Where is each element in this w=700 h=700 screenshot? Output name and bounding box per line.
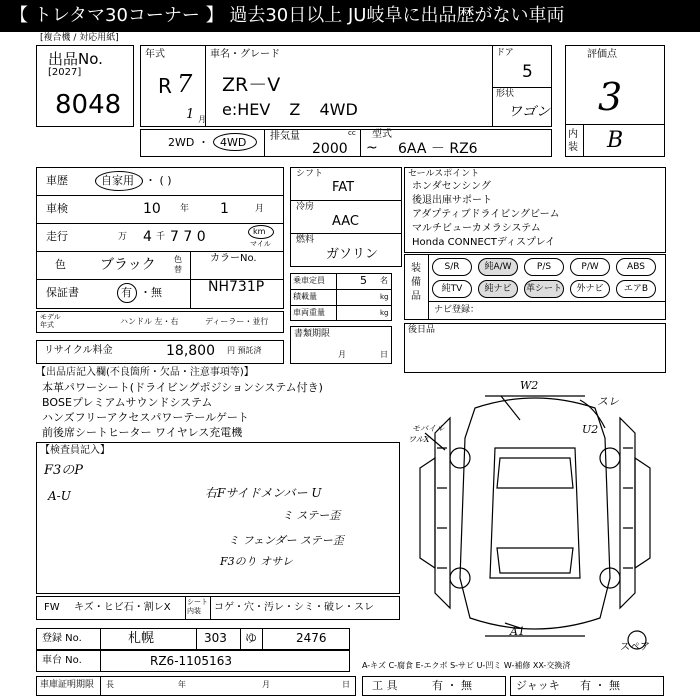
reg-cert-cell: 月 [262,680,270,689]
diagram-spare: スペア [620,642,650,653]
tools-label: 工 具 [372,679,398,692]
navi-register-label: ナビ登録： [434,305,480,315]
mileage-digits: 7 7 0 [170,229,206,245]
diagram-a1: A1 [510,625,525,638]
capacity-label: 乗車定員 [293,276,325,285]
sales-points-label: セールスポイント [408,169,480,179]
recycle-label: リサイクル料金 [44,345,113,356]
chassis-value: RZ6-1105163 [150,654,232,668]
doc-period-label: 書類期限 [294,329,331,339]
inspector-label: 【検査員記入】 [40,445,110,456]
sales-point-item: Honda CONNECTディスプレイ [412,237,556,248]
model-change-dealer: ディーラー・並行 [205,317,269,326]
history-label: 車歴 [46,174,68,187]
drive-dot: ・ [198,136,209,149]
displacement-unit: cc [348,129,356,137]
year-label: 年式 [145,49,165,60]
registration-city: 札幌 [128,631,155,646]
vehicle-grade: e:HEV Z 4WD [222,100,358,119]
inspector-line: 右Fサイドメンバー U [205,486,322,500]
sales-point-item: アダプティブドライビングビーム [412,209,560,220]
mileage-man: 万 [118,232,128,242]
interior-label: 内装 [568,129,578,153]
diagram-mobile: モバイル [412,424,444,433]
shift-value: FAT [332,180,355,195]
weight-label: 車両重量 [293,308,325,317]
reg-cert-label: 車庫証明期限 [40,680,95,690]
equipment-label: 装備品 [411,263,421,302]
shift-label: シフト [296,169,324,179]
body-shape-label: 形状 [496,89,515,99]
drive-4wd: 4WD [220,136,247,149]
jack-label: ジャッキ [516,679,560,692]
model-code-label: 型式 [372,129,392,140]
recycle-unit: 円 預託済 [227,346,262,355]
notes-label: 【出品店記入欄(不良箇所・欠品・注意事項等)】 [36,367,254,378]
year-era: R [158,74,172,98]
tools-value: 有 ・ 無 [432,679,472,692]
color-code-label: カラーNo. [210,253,257,264]
evaluation-score: 3 [598,75,623,119]
mileage-unit-km: km [253,227,266,236]
year-month-unit: 月 [198,115,206,124]
equipment-ps: P/S [524,258,564,276]
inspector-box [36,442,400,594]
weight-unit: kg [380,309,389,317]
inspector-line: A-U [48,489,71,503]
reg-cert-cell: 日 [342,680,350,689]
interior-value: B [607,128,624,153]
color-code: NH731P [208,279,265,295]
capacity-value: 5 [360,274,367,287]
fuel-label: 燃料 [296,235,315,245]
vehicle-name: ZR－V [222,74,281,96]
registration-label: 登録 No. [42,633,82,644]
notes-line: 本革パワーシート(ドライビングポジションシステム付き) [42,381,323,394]
doors-label: ドア [496,48,514,58]
year-value: 7 [177,70,193,98]
history-value: 自家用 [101,174,134,187]
recycle-value: 18,800 [166,343,215,359]
equipment-aw: 純A/W [478,258,518,276]
inspector-line: ミ ステー歪 [282,509,341,522]
mileage-digit1: 4 [143,229,152,245]
fuel-value: ガソリン [326,247,379,262]
diagram-u2: U2 [582,423,599,436]
body-shape-value: ワゴン [508,104,550,120]
inspection-month-unit: 月 [255,204,265,214]
top-note: [複合機 / 対応用紙] [40,33,119,43]
registration-number: 2476 [296,631,327,645]
evaluation-label: 評価点 [587,49,617,60]
color-change-label: 色替 [174,255,182,274]
warranty-label: 保証書 [46,286,79,299]
banner: 【 トレタマ30コーナー 】 過去30日以上 JU岐阜に出品歴がない車両 [0,0,700,32]
reg-cert-cell: 長 [106,680,114,689]
inspection-year: 10 [143,201,161,217]
fw-items: キズ・ヒビ石・割レX [74,602,171,613]
sales-point-item: ホンダセンシング [412,181,491,192]
capacity-unit: 名 [380,276,388,285]
history-suffix: ・ ( ) [145,174,172,187]
seat-label: シート内装 [187,598,208,615]
lot-label: 出品No. [48,50,103,68]
inspector-line: ミ フェンダー ステー歪 [228,534,344,547]
car-damage-diagram [405,378,665,660]
equipment-abs: ABS [616,258,656,276]
seat-items: コゲ・穴・汚レ・シミ・破レ・スレ [214,602,374,613]
damage-legend: A-キズ C-腐食 E-エクボ S-サビ U-凹ミ W-補修 XX-交換済 [362,661,571,670]
model-code-value: 6AA － RZ6 [398,141,478,157]
reg-cert-cell: 年 [178,680,186,689]
mileage-unit-mile: マイル [250,240,271,248]
aircon-label: 冷房 [296,202,315,212]
drive-2wd: 2WD [168,136,195,149]
inspector-line: F3のP [44,463,84,478]
jack-value: 有 ・ 無 [580,679,620,692]
equipment-navi: 純ナビ [478,280,518,298]
doc-period-day: 日 [380,350,388,359]
model-change-handle: ハンドル 左・右 [120,317,179,326]
load-unit: kg [380,293,389,301]
model-change-label: モデル年式 [40,313,61,329]
rear-items-box [404,323,666,373]
fw-label: FW [44,602,60,613]
notes-line: 前後席シートヒーター ワイヤレス充電機 [42,426,243,439]
equipment-airbag: エアB [616,280,656,298]
chassis-label: 車台 No. [42,655,82,666]
diagram-w2: W2 [520,379,539,392]
equipment-tv: 純TV [432,280,472,298]
color-value: ブラック [100,257,156,273]
load-label: 積載量 [293,292,317,301]
doors-value: 5 [522,62,533,82]
registration-kana: ゆ [245,631,258,645]
inspection-month: 1 [220,201,229,217]
model-code-prefix: ~ [366,140,378,156]
equipment-pw: P/W [570,258,610,276]
rear-items-label: 後日品 [408,325,436,335]
registration-class: 303 [204,631,227,645]
equipment-ext-navi: 外ナビ [570,280,610,298]
diagram-ri: スレ [597,395,619,408]
inspector-line: F3のり オサレ [220,555,293,568]
year-month: 1 [186,107,195,122]
warranty-no: ・無 [140,286,162,299]
aircon-value: AAC [332,214,359,229]
notes-line: ハンズフリーアクセスパワーテールゲート [42,411,249,424]
color-label: 色 [55,258,66,271]
lot-year-tag: [2027] [48,67,82,78]
sales-point-item: 後退出庫サポート [412,195,492,206]
warranty-yes: 有 [121,286,132,299]
notes-line: BOSEプレミアムサウンドシステム [42,396,213,409]
mileage-label: 走行 [46,230,68,243]
mileage-sen: 千 [156,232,166,242]
displacement-label: 排気量 [270,131,300,142]
lot-number: 8048 [55,90,122,120]
equipment-leather: 革シート [524,280,564,298]
sales-point-item: マルチビューカメラシステム [412,223,541,234]
inspection-year-unit: 年 [180,204,190,214]
displacement-value: 2000 [312,141,348,157]
vehicle-label: 車名・グレード [210,49,280,60]
inspection-label: 車検 [46,202,68,215]
equipment-sr: S/R [432,258,472,276]
doc-period-month: 月 [338,350,346,359]
diagram-w: ワルX [408,435,430,444]
